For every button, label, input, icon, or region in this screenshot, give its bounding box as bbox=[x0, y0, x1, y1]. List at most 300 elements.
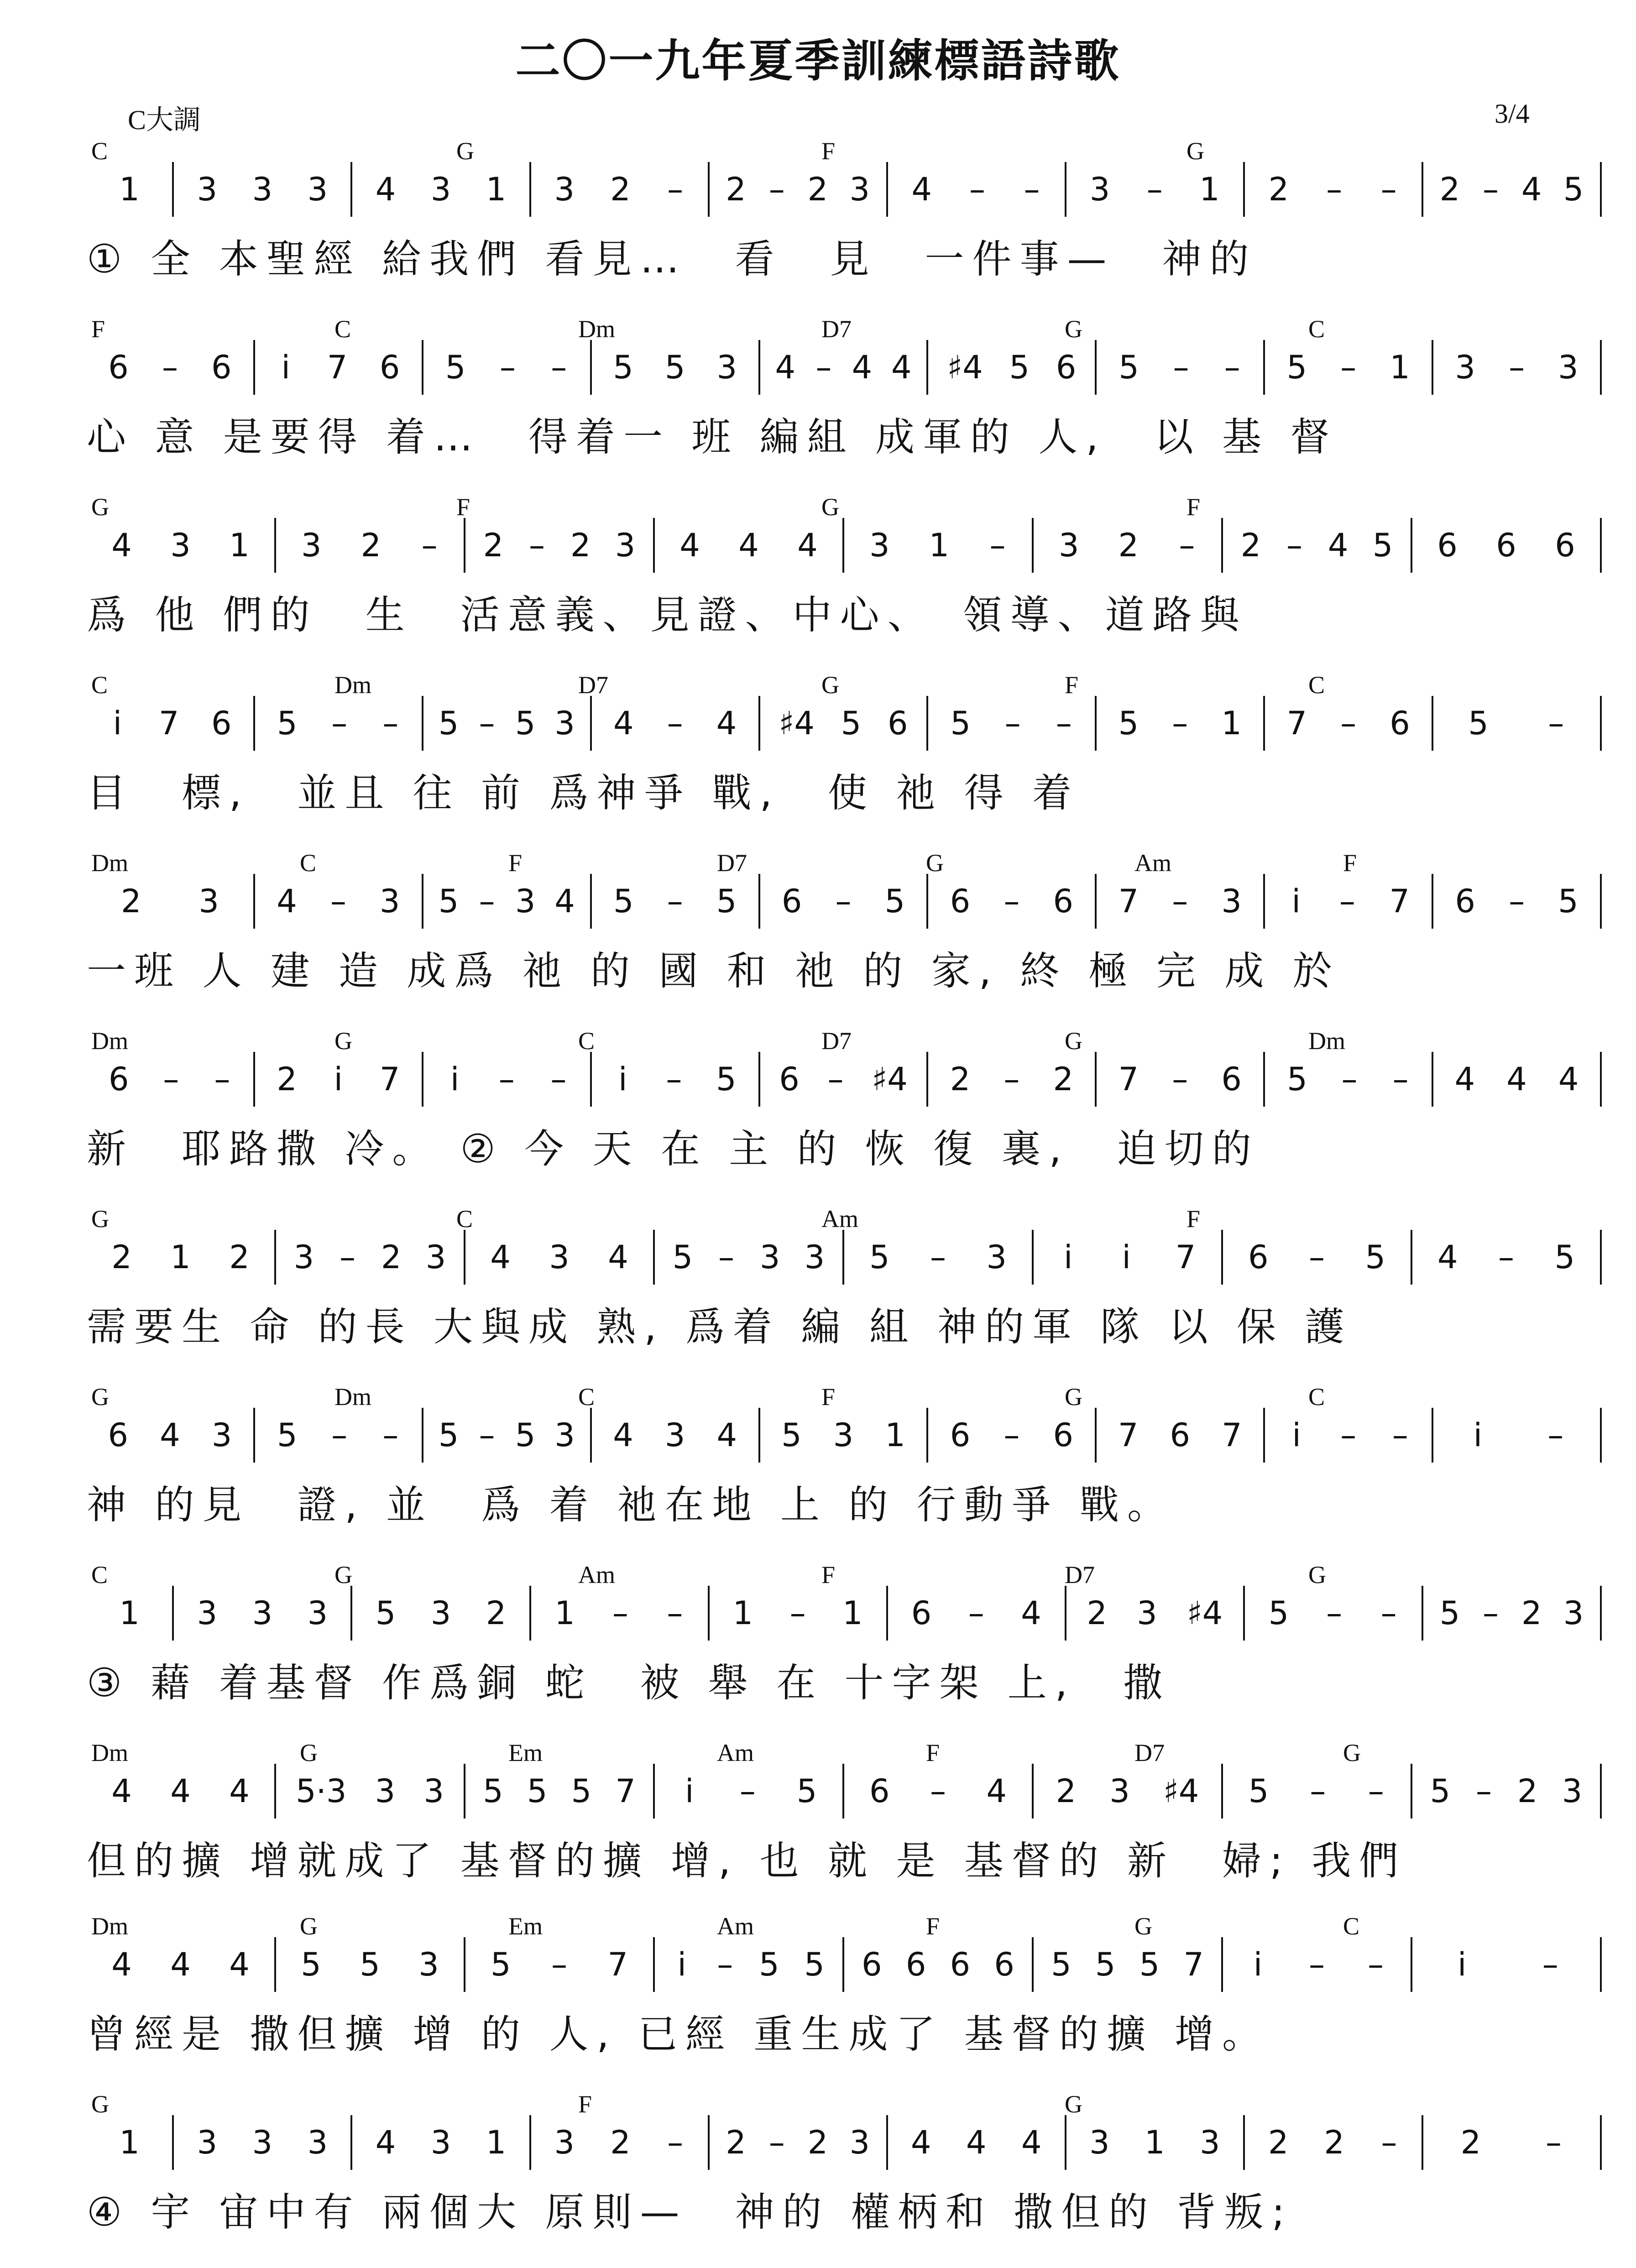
note: – bbox=[667, 883, 683, 920]
note: 5 bbox=[1248, 1772, 1269, 1810]
note: 6 bbox=[108, 349, 129, 386]
note: – bbox=[1340, 349, 1357, 386]
note: 2 bbox=[277, 1061, 297, 1098]
note: – bbox=[1547, 1416, 1564, 1454]
note: – bbox=[1548, 705, 1564, 742]
measure bbox=[1097, 340, 1265, 395]
note: i bbox=[334, 1061, 343, 1098]
measure bbox=[760, 1052, 929, 1107]
note: 2 bbox=[1268, 171, 1289, 208]
time-signature: 3/4 bbox=[1495, 99, 1530, 129]
note: – bbox=[989, 527, 1006, 564]
score-system bbox=[87, 1561, 1602, 1739]
note: 6 bbox=[887, 705, 908, 742]
note: 2 bbox=[1460, 2124, 1481, 2161]
measure bbox=[531, 2115, 710, 2170]
note: 1 bbox=[885, 1416, 905, 1454]
note: 5 bbox=[841, 705, 862, 742]
note: 3 bbox=[197, 2124, 218, 2161]
measure bbox=[87, 696, 255, 751]
note: – bbox=[1004, 705, 1021, 742]
note: 5 bbox=[884, 883, 905, 920]
note: 2 bbox=[486, 1594, 507, 1632]
note: 5 bbox=[664, 349, 685, 386]
note: 3 bbox=[430, 1594, 451, 1632]
note: 4 bbox=[375, 171, 396, 208]
note: – bbox=[1224, 349, 1240, 386]
note: 3 bbox=[252, 1594, 273, 1632]
note: 3 bbox=[430, 171, 451, 208]
notes-row bbox=[87, 1408, 1602, 1463]
note: 6 bbox=[379, 349, 400, 386]
note: – bbox=[1172, 883, 1188, 920]
measure bbox=[87, 1937, 276, 1992]
measure bbox=[1433, 874, 1602, 929]
notes-row bbox=[87, 874, 1602, 929]
note: – bbox=[768, 2124, 785, 2161]
measure bbox=[592, 1408, 760, 1463]
note: 3 bbox=[759, 1239, 780, 1276]
chord-symbol: Dm bbox=[335, 671, 371, 699]
note: 3 bbox=[293, 1239, 314, 1276]
note: 5 bbox=[759, 1946, 779, 1983]
note: 5 bbox=[1119, 349, 1139, 386]
note: 3 bbox=[554, 1416, 575, 1454]
note: 4 bbox=[170, 1772, 191, 1810]
note: 5 bbox=[781, 1416, 802, 1454]
note: – bbox=[1341, 1061, 1358, 1098]
chord-symbol: D7 bbox=[821, 1027, 852, 1055]
note: 2 bbox=[726, 171, 746, 208]
note: 6 bbox=[1053, 1416, 1074, 1454]
lyric-line: 爲 他 們的 生 活意義、見證、中心、 領導、道路與 bbox=[87, 592, 1248, 638]
note: 4 bbox=[160, 1416, 180, 1454]
measure bbox=[928, 874, 1097, 929]
note: 5 bbox=[445, 349, 466, 386]
chord-symbol: G bbox=[300, 1913, 318, 1940]
note: 5 bbox=[1372, 527, 1393, 564]
note: 3 bbox=[549, 1239, 570, 1276]
notes-row bbox=[87, 340, 1602, 395]
measure bbox=[760, 874, 929, 929]
note: 6 bbox=[950, 1416, 971, 1454]
measure bbox=[1223, 1230, 1412, 1285]
note: 3 bbox=[1109, 1772, 1130, 1810]
measure bbox=[888, 2115, 1066, 2170]
note: – bbox=[382, 705, 399, 742]
chord-symbol: Dm bbox=[578, 315, 615, 343]
note: 4 bbox=[1021, 1594, 1041, 1632]
note: 3 bbox=[1200, 2124, 1220, 2161]
note: 6 bbox=[994, 1946, 1014, 1983]
note: 7 bbox=[1118, 883, 1139, 920]
measure bbox=[1034, 1230, 1223, 1285]
score-system bbox=[87, 849, 1602, 1027]
note: 4 bbox=[891, 349, 912, 386]
note: – bbox=[835, 883, 852, 920]
note: i bbox=[1473, 1416, 1483, 1454]
note: – bbox=[612, 1594, 628, 1632]
notes-row bbox=[87, 1586, 1602, 1641]
note: 2 bbox=[361, 527, 382, 564]
chord-symbol: F bbox=[456, 493, 470, 521]
note: 5 bbox=[438, 1416, 459, 1454]
measure bbox=[1423, 162, 1602, 217]
chord-symbol: Am bbox=[578, 1561, 615, 1589]
note: 3 bbox=[869, 527, 890, 564]
measure bbox=[87, 162, 174, 217]
note: 5 bbox=[950, 705, 971, 742]
chord-symbol: C bbox=[91, 137, 108, 165]
measure bbox=[87, 1586, 174, 1641]
note: – bbox=[331, 705, 348, 742]
measure bbox=[844, 1230, 1034, 1285]
chord-symbol: Dm bbox=[335, 1383, 371, 1411]
note: – bbox=[330, 883, 346, 920]
note: – bbox=[498, 1061, 515, 1098]
note: 6 bbox=[1170, 1416, 1191, 1454]
note: 5 bbox=[438, 705, 459, 742]
measure bbox=[87, 2115, 174, 2170]
note: 6 bbox=[779, 1061, 800, 1098]
note: i bbox=[1291, 883, 1301, 920]
note: – bbox=[331, 1416, 348, 1454]
measure bbox=[760, 696, 929, 751]
note: – bbox=[667, 705, 683, 742]
note: – bbox=[1004, 1061, 1020, 1098]
note: 3 bbox=[375, 1772, 396, 1810]
chord-symbol: Em bbox=[508, 1913, 543, 1940]
note: 5 bbox=[1554, 1239, 1575, 1276]
note: 4 bbox=[229, 1946, 250, 1983]
note: 4 bbox=[277, 883, 297, 920]
note: 6 bbox=[1221, 1061, 1242, 1098]
note: – bbox=[1024, 171, 1040, 208]
note: 3 bbox=[197, 171, 218, 208]
chord-symbol: F bbox=[578, 2090, 592, 2118]
chord-symbol: Am bbox=[717, 1913, 754, 1940]
measure bbox=[87, 874, 255, 929]
note: 1 bbox=[1390, 349, 1410, 386]
note: 3 bbox=[307, 171, 328, 208]
chord-symbol: C bbox=[91, 671, 108, 699]
note: 4 bbox=[738, 527, 759, 564]
lyric-line: 目 標, 並且 往 前 爲神爭 戰, 使 祂 得 着 bbox=[87, 770, 1080, 816]
note: 5 bbox=[869, 1239, 890, 1276]
note: 5 bbox=[1095, 1946, 1116, 1983]
note: 2 bbox=[610, 171, 631, 208]
chord-symbol: C bbox=[1308, 1383, 1325, 1411]
measure bbox=[928, 696, 1097, 751]
note: 5 bbox=[515, 705, 536, 742]
note: 7 bbox=[1389, 883, 1410, 920]
note: – bbox=[667, 171, 684, 208]
note: i bbox=[677, 1946, 686, 1983]
note: 5 bbox=[672, 1239, 693, 1276]
note: 4 bbox=[1454, 1061, 1475, 1098]
note: i bbox=[685, 1772, 694, 1810]
measure bbox=[928, 1052, 1097, 1107]
note: 3 bbox=[554, 171, 575, 208]
note: 5 bbox=[1468, 705, 1489, 742]
note: 5·3 bbox=[296, 1772, 347, 1810]
note: 3 bbox=[833, 1416, 854, 1454]
note: – bbox=[1381, 2124, 1397, 2161]
note: – bbox=[789, 1594, 806, 1632]
measure bbox=[255, 340, 423, 395]
chord-symbol: G bbox=[456, 137, 474, 165]
note: 3 bbox=[615, 527, 636, 564]
measure bbox=[1223, 518, 1412, 573]
note: – bbox=[162, 349, 178, 386]
measure bbox=[592, 1052, 760, 1107]
note: 6 bbox=[1053, 883, 1074, 920]
note: – bbox=[479, 705, 495, 742]
note: 2 bbox=[120, 883, 141, 920]
measure bbox=[760, 1408, 929, 1463]
note: 4 bbox=[679, 527, 700, 564]
note: i bbox=[618, 1061, 627, 1098]
chord-symbol: F bbox=[1343, 849, 1357, 877]
note: 6 bbox=[1390, 705, 1410, 742]
note: 1 bbox=[119, 2124, 140, 2161]
chord-symbol: F bbox=[926, 1913, 940, 1940]
note: 3 bbox=[423, 1772, 444, 1810]
note: 4 bbox=[775, 349, 796, 386]
note: 6 bbox=[950, 883, 971, 920]
note: 5 bbox=[483, 1772, 503, 1810]
note: – bbox=[1483, 1594, 1499, 1632]
measure bbox=[255, 696, 423, 751]
chord-symbol: C bbox=[578, 1027, 595, 1055]
note: 4 bbox=[910, 2124, 931, 2161]
note: 1 bbox=[170, 1239, 191, 1276]
note: – bbox=[1179, 527, 1195, 564]
chord-symbol: C bbox=[1343, 1913, 1360, 1940]
note: 2 bbox=[1240, 527, 1261, 564]
note: 4 bbox=[1437, 1239, 1458, 1276]
note: 5 bbox=[375, 1594, 396, 1632]
note: 3 bbox=[418, 1946, 439, 1983]
measure bbox=[87, 1230, 276, 1285]
measure bbox=[87, 1764, 276, 1819]
note: i bbox=[1064, 1239, 1073, 1276]
note: 1 bbox=[486, 2124, 507, 2161]
note: – bbox=[1056, 705, 1072, 742]
note: – bbox=[1146, 171, 1163, 208]
note: 5 bbox=[277, 1416, 298, 1454]
note: 6 bbox=[108, 1416, 129, 1454]
note: 3 bbox=[430, 2124, 451, 2161]
measure bbox=[1097, 1052, 1265, 1107]
note: – bbox=[718, 1239, 735, 1276]
notes-row bbox=[87, 2115, 1602, 2170]
note: 3 bbox=[664, 1416, 685, 1454]
note: – bbox=[968, 1594, 984, 1632]
note: – bbox=[1326, 1594, 1343, 1632]
note: 7 bbox=[1118, 1416, 1139, 1454]
chord-symbol: Dm bbox=[91, 1913, 128, 1940]
note: 1 bbox=[554, 1594, 575, 1632]
note: 5 bbox=[1286, 349, 1307, 386]
note: – bbox=[214, 1061, 230, 1098]
score-system bbox=[87, 2090, 1602, 2268]
measure bbox=[1245, 1586, 1423, 1641]
measure bbox=[655, 1764, 844, 1819]
note: 6 bbox=[869, 1772, 890, 1810]
note: 5 bbox=[796, 1772, 817, 1810]
measure bbox=[87, 518, 276, 573]
note: 3 bbox=[1058, 527, 1079, 564]
note: 3 bbox=[804, 1239, 825, 1276]
measure bbox=[1433, 696, 1602, 751]
measure bbox=[655, 1937, 844, 1992]
measure bbox=[1412, 518, 1602, 573]
note: 4 bbox=[608, 1239, 628, 1276]
chord-symbol: C bbox=[1308, 671, 1325, 699]
note: 5 bbox=[716, 1061, 737, 1098]
chord-symbol: Am bbox=[821, 1205, 858, 1233]
measure bbox=[1412, 1937, 1602, 1992]
note: – bbox=[1545, 2124, 1562, 2161]
note: 1 bbox=[1199, 171, 1220, 208]
note: 2 bbox=[1439, 171, 1460, 208]
note: 1 bbox=[486, 171, 507, 208]
chord-symbol: Dm bbox=[91, 1027, 128, 1055]
note: 4 bbox=[716, 705, 737, 742]
note: – bbox=[479, 883, 495, 920]
measure bbox=[276, 1937, 465, 1992]
note: 2 bbox=[570, 527, 591, 564]
lyric-line: 神 的見 證, 並 爲 着 祂在地 上 的 行動爭 戰。 bbox=[87, 1482, 1175, 1528]
note: 5 bbox=[613, 883, 634, 920]
note: 4 bbox=[554, 883, 575, 920]
chord-symbol: F bbox=[821, 1383, 836, 1411]
chord-symbol: C bbox=[578, 1383, 595, 1411]
note: 3 bbox=[379, 883, 400, 920]
measure bbox=[1223, 1764, 1412, 1819]
note: ♯4 bbox=[779, 705, 815, 742]
lyric-line: 曾經是 撒但擴 增 的 人, 已經 重生成了 基督的擴 增。 bbox=[87, 2012, 1270, 2057]
score-system bbox=[87, 137, 1602, 315]
measure bbox=[1265, 874, 1433, 929]
measure bbox=[423, 340, 592, 395]
note: 6 bbox=[1056, 349, 1077, 386]
note: – bbox=[479, 1416, 495, 1454]
measure bbox=[710, 2115, 888, 2170]
note: – bbox=[1339, 883, 1355, 920]
measure bbox=[174, 1586, 352, 1641]
note: 3 bbox=[716, 349, 737, 386]
notes-row bbox=[87, 696, 1602, 751]
measure bbox=[1265, 1408, 1433, 1463]
note: 3 bbox=[425, 1239, 446, 1276]
note: – bbox=[340, 1239, 356, 1276]
chord-symbol: C bbox=[91, 1561, 108, 1589]
note: – bbox=[1483, 171, 1499, 208]
chord-symbol: G bbox=[1308, 1561, 1326, 1589]
note: 3 bbox=[252, 171, 273, 208]
chord-symbol: G bbox=[300, 1739, 318, 1766]
measure bbox=[423, 1408, 592, 1463]
note: 3 bbox=[197, 1594, 218, 1632]
note: 4 bbox=[613, 705, 634, 742]
measure bbox=[1223, 1937, 1412, 1992]
note: ♯4 bbox=[1163, 1772, 1199, 1810]
note: 1 bbox=[1145, 2124, 1165, 2161]
chord-symbol: Am bbox=[1134, 849, 1171, 877]
note: 4 bbox=[490, 1239, 511, 1276]
note: – bbox=[550, 1061, 567, 1098]
note: 7 bbox=[1222, 1416, 1242, 1454]
notes-row bbox=[87, 1052, 1602, 1107]
measure bbox=[87, 1052, 255, 1107]
note: 1 bbox=[929, 527, 950, 564]
measure bbox=[255, 1052, 423, 1107]
chord-symbol: Dm bbox=[1308, 1027, 1345, 1055]
note: 3 bbox=[849, 171, 870, 208]
note: – bbox=[1509, 883, 1525, 920]
note: – bbox=[1004, 883, 1020, 920]
lyric-line: 一班 人 建 造 成爲 祂 的 國 和 祂 的 家, 終 極 完 成 於 bbox=[87, 948, 1340, 994]
measure bbox=[592, 696, 760, 751]
measure bbox=[465, 518, 655, 573]
note: i bbox=[1253, 1946, 1263, 1983]
note: 5 bbox=[1430, 1772, 1451, 1810]
measure bbox=[760, 340, 929, 395]
measure bbox=[276, 1230, 465, 1285]
note: – bbox=[529, 527, 545, 564]
chord-symbol: D7 bbox=[578, 671, 608, 699]
note: – bbox=[1542, 1946, 1558, 1983]
chord-symbol: D7 bbox=[1065, 1561, 1095, 1589]
chord-symbol: G bbox=[91, 2090, 109, 2118]
note: 5 bbox=[1558, 883, 1579, 920]
note: 2 bbox=[1521, 1594, 1542, 1632]
measure bbox=[1265, 1052, 1433, 1107]
note: 4 bbox=[797, 527, 818, 564]
notes-row bbox=[87, 1230, 1602, 1285]
measure bbox=[465, 1937, 655, 1992]
measure bbox=[1423, 1586, 1602, 1641]
lyric-line: ① 全 本聖經 給我們 看見… 看 見 一件事— 神的 bbox=[87, 236, 1257, 282]
measure bbox=[1433, 1408, 1602, 1463]
note: 7 bbox=[158, 705, 179, 742]
note: 5 bbox=[438, 883, 459, 920]
score-system bbox=[87, 315, 1602, 493]
note: – bbox=[1172, 1061, 1188, 1098]
measure bbox=[174, 162, 352, 217]
note: 4 bbox=[1021, 2124, 1042, 2161]
chord-symbol: G bbox=[91, 493, 109, 521]
note: 3 bbox=[211, 1416, 232, 1454]
song-title: 二〇一九年夏季訓練標語詩歌 bbox=[515, 35, 1121, 87]
note: 7 bbox=[379, 1061, 400, 1098]
lyric-line: 新 耶路撒 冷。 ② 今 天 在 主 的 恢 復 裏, 迫切的 bbox=[87, 1126, 1260, 1172]
measure bbox=[465, 1764, 655, 1819]
note: – bbox=[499, 349, 516, 386]
chord-symbol: G bbox=[1343, 1739, 1361, 1766]
measure bbox=[1097, 874, 1265, 929]
chord-symbol: Dm bbox=[91, 849, 128, 877]
chord-symbol: G bbox=[335, 1027, 352, 1055]
chord-symbol: F bbox=[1186, 1205, 1201, 1233]
chord-symbol: F bbox=[91, 315, 105, 343]
measure bbox=[174, 2115, 352, 2170]
note: 5 bbox=[1118, 705, 1139, 742]
chord-symbol: Em bbox=[508, 1739, 543, 1766]
measure bbox=[352, 162, 531, 217]
